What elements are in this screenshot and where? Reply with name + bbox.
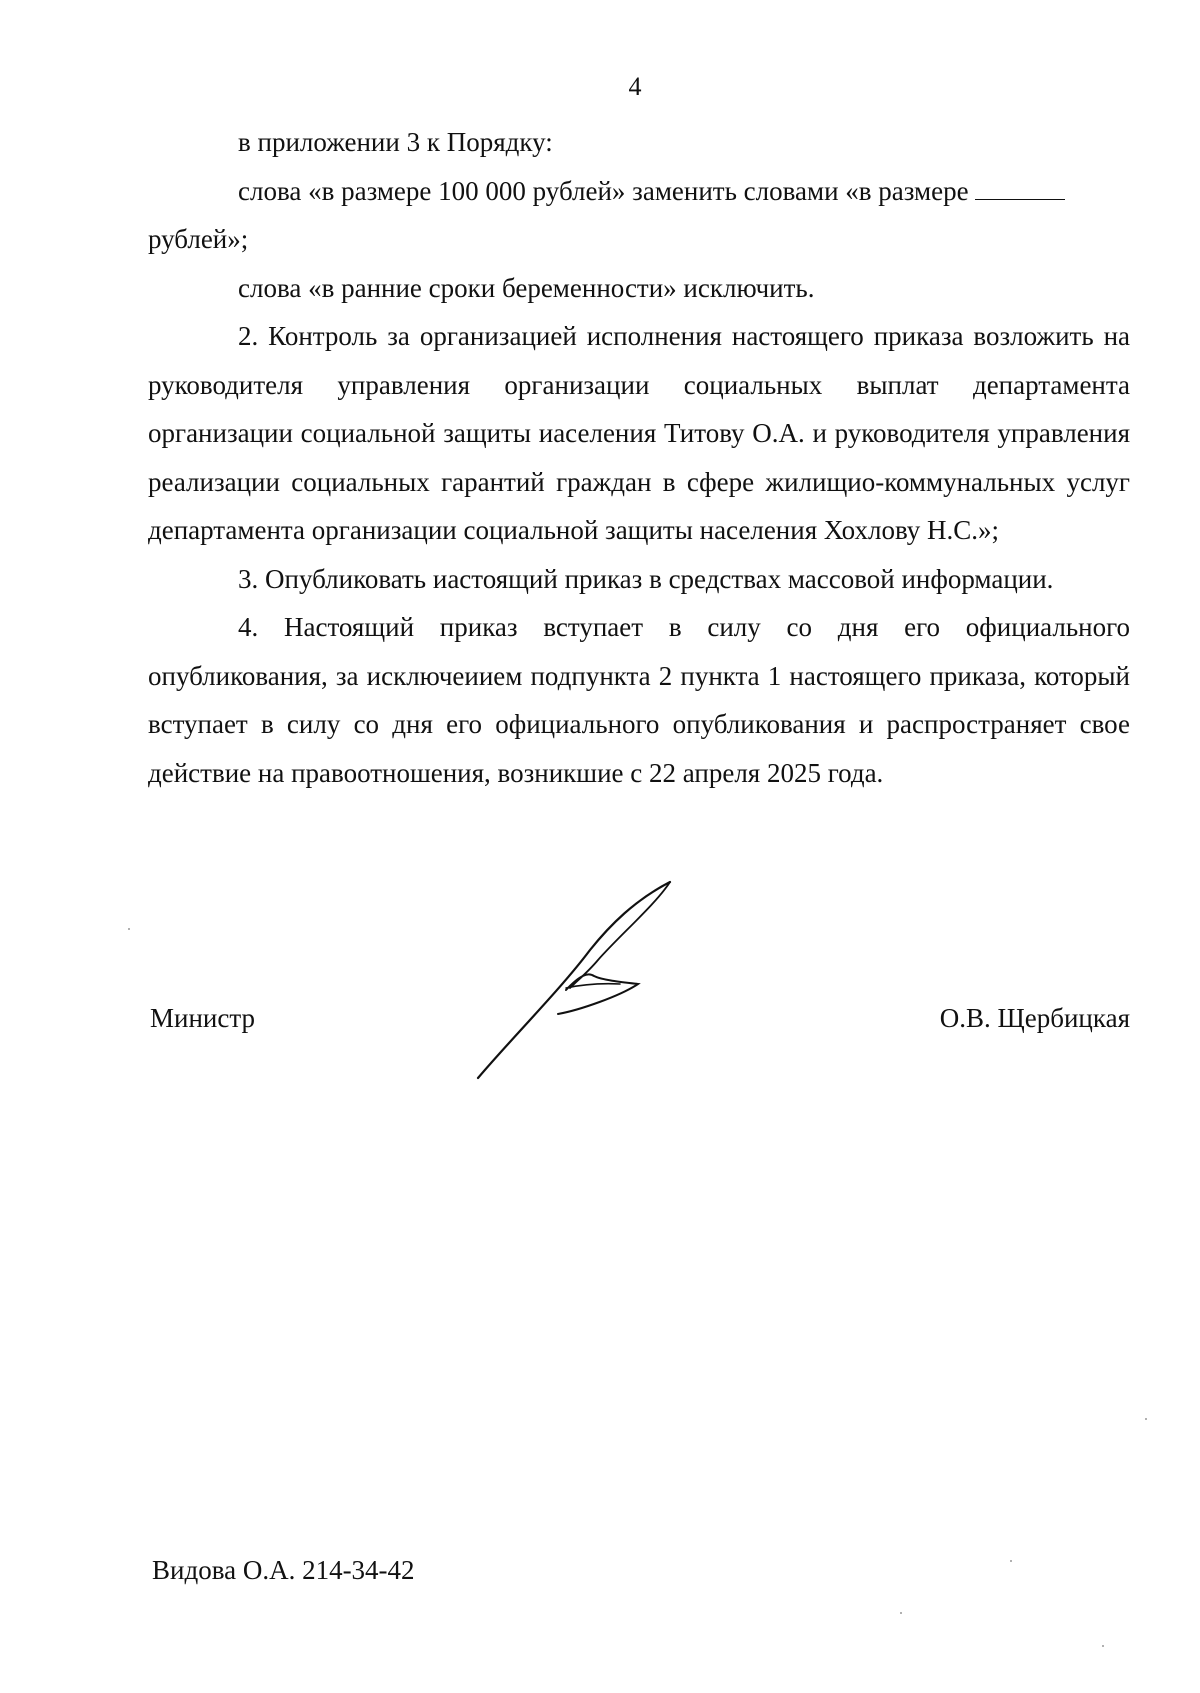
paragraph-item-4: 4. Настоящий приказ вступает в силу со дня его официального опубликования, за исключеиием подпункта 2 пункта 1 настоящего приказа, который вступает в силу со дня его официального опубликования и распространяет свое действие на правоотношения, возникшие с 22 апреля 2025 года. [148,612,1130,788]
scan-speck [900,1612,902,1614]
handwritten-signature [470,880,710,1090]
executor-contact: Видова О.А. 214-34-42 [152,1555,415,1585]
page-number: 4 [628,72,642,101]
scan-speck [128,928,130,930]
paragraph-item-3: 3. Опубликовать иастоящий приказ в средствах массовой информации. [238,563,1054,594]
paragraph-item-2: 2. Контроль за организацией исполнения настоящего приказа возложить на руководителя управления организации социальных выплат департамента организации социальной защиты иаселения Титову О.А. и руководителя управления реализации социальных гарантий граждан в сфере жилищио-коммунальных услуг департамента организации социальной защиты населения Хохлову Н.С.»; [148,321,1130,545]
scan-speck [1145,1418,1147,1420]
replace-amount-text: слова «в размере 100 000 рублей» заменить словами «в размере [238,175,969,206]
paragraph-replace-amount [148,167,1130,216]
paragraph-rubles-continuation: рублей»; [148,224,249,254]
blank-fill-line [975,179,1065,200]
scan-speck [1102,1645,1104,1647]
signer-position: Министр [150,1003,255,1033]
paragraph-appendix-ref: в приложении 3 к Порядку: [238,127,553,157]
document-body [148,118,1130,797]
signer-name: О.В. Щербицкая [939,1003,1130,1033]
paragraph-exclude-words: слова «в ранние сроки беременности» исключить. [238,272,815,303]
scan-speck [1010,1560,1012,1562]
